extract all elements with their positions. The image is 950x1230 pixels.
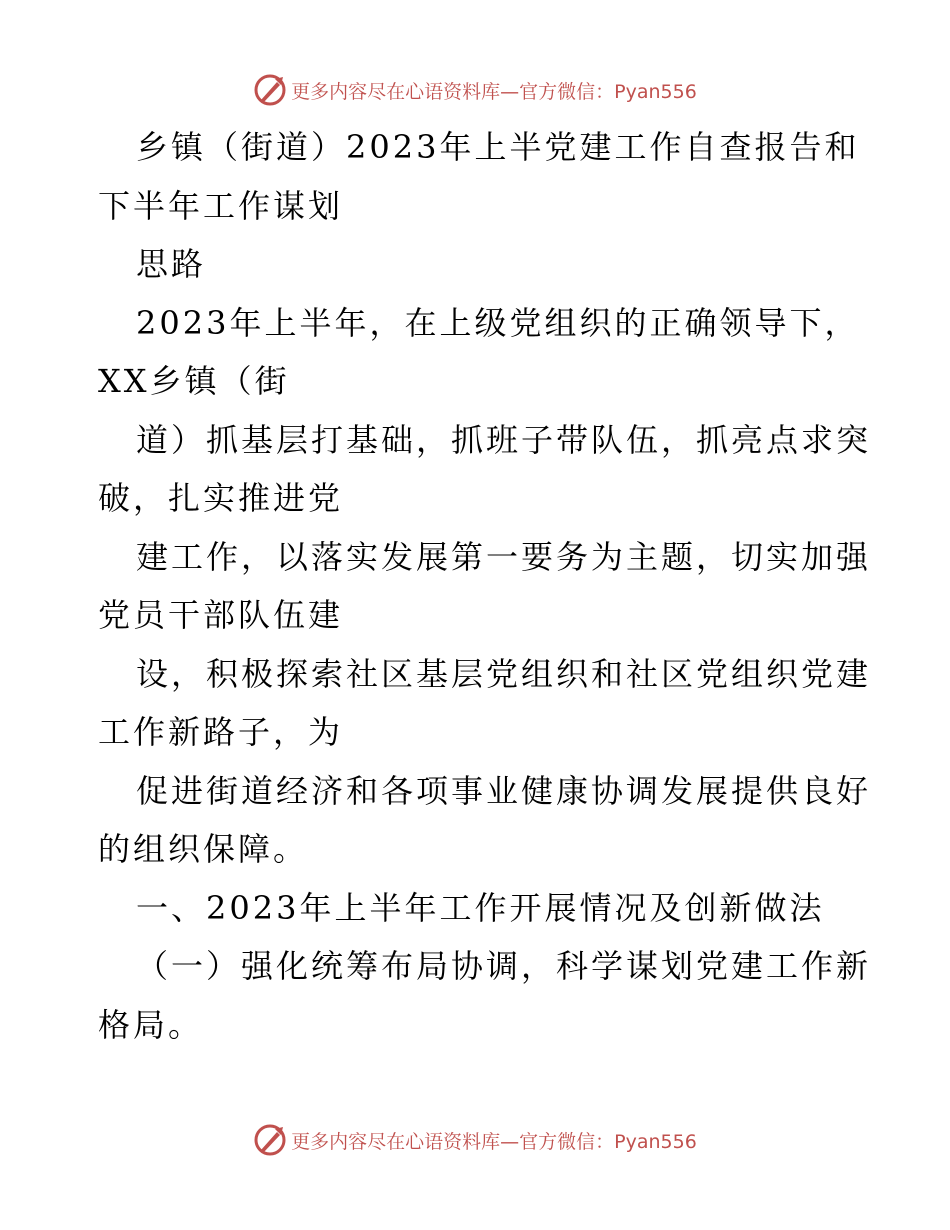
quill-logo-icon [253,1123,287,1157]
text-line: 乡镇（街道）2023年上半党建工作自查报告和 [136,128,860,166]
text-line: 促进街道经济和各项事业健康协调发展提供良好 [136,771,872,810]
header-wechat-id: Pyan556 [614,80,697,103]
text-line: 工作新路子，为 [98,713,344,751]
document-body [98,118,872,1054]
text-line: 建工作，以落实发展第一要务为主题，切实加强 [136,537,872,576]
text-line: 一、2023年上半年工作开展情况及创新做法 [136,888,825,927]
footer-wechat-id: Pyan556 [614,1130,697,1153]
quill-logo-icon [253,73,287,107]
text-line: 破，扎实推进党 [98,479,344,517]
text-line: 的组织保障。 [98,830,309,868]
footer-promo [291,1127,697,1154]
text-line: 2023年上半年，在上级党组织的正确领导下， [136,303,860,342]
header-promo [291,77,697,104]
text-line: 下半年工作谋划 [98,186,344,225]
text-line: XX乡镇（街 [98,362,290,400]
footer-promo-text: 更多内容尽在心语资料库—官方微信： [291,1130,615,1153]
header-banner [0,70,950,110]
text-line: 格局。 [98,1005,204,1044]
text-line: 党员干部队伍建 [98,596,344,634]
text-line: 道）抓基层打基础，抓班子带队伍，抓亮点求突 [136,420,872,459]
text-line: （一）强化统筹布局协调，科学谋划党建工作新 [136,947,872,985]
footer-banner [0,1120,950,1160]
text-line: 设，积极探索社区基层党组织和社区党组织党建 [136,654,872,693]
text-line: 思路 [136,245,207,283]
header-promo-text: 更多内容尽在心语资料库—官方微信： [291,80,615,103]
